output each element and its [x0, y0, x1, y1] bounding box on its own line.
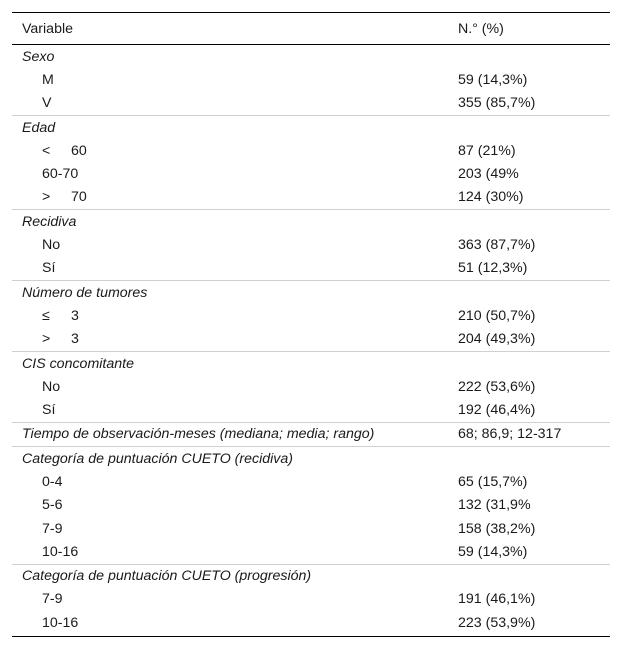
- count-cell: 204 (49,3%): [458, 331, 536, 348]
- count-cell: 59 (14,3%): [458, 543, 528, 560]
- category-label-cell: [12, 162, 448, 185]
- count-cell: 68; 86,9; 12-317: [448, 422, 610, 446]
- comparison-symbol: ≤: [42, 307, 50, 324]
- row-label: 7-9: [42, 520, 63, 537]
- group-label-cell: [12, 351, 448, 375]
- table-row: [12, 257, 610, 281]
- count-cell: [448, 210, 610, 234]
- category-label-cell: [12, 186, 448, 210]
- row-label: 7-9: [42, 591, 63, 608]
- table-row: [12, 328, 610, 352]
- comparison-symbol: >: [42, 331, 51, 348]
- table-group-row: [12, 351, 610, 375]
- row-label: 0-4: [42, 473, 63, 490]
- category-label-cell: [12, 494, 448, 517]
- category-label-cell: [12, 257, 448, 281]
- table-row: [12, 611, 610, 637]
- row-label: 10-16: [42, 614, 79, 631]
- row-label: 10-16: [42, 543, 79, 560]
- row-label: No: [42, 378, 61, 395]
- comparison-symbol: >: [42, 189, 51, 206]
- row-label: CIS concomitante: [22, 355, 134, 372]
- category-label-cell: [12, 398, 448, 422]
- count-cell: 158 (38,2%): [458, 520, 536, 537]
- category-label-cell: [12, 588, 448, 611]
- group-label-cell: [12, 280, 448, 304]
- count-cell: 65 (15,7%): [458, 473, 528, 490]
- group-label-cell: [12, 210, 448, 234]
- table-row: [12, 186, 610, 210]
- category-label-cell: [12, 470, 448, 493]
- count-cell: [448, 564, 610, 588]
- row-label: Categoría de puntuación CUETO (recidiva): [22, 450, 294, 467]
- table-group-row: [12, 45, 610, 69]
- category-label-cell: [12, 328, 448, 352]
- row-label: Tiempo de observación-meses (mediana; media; rango): [22, 426, 375, 443]
- count-cell: [448, 351, 610, 375]
- table-row: [12, 494, 610, 517]
- table-group-row: [12, 210, 610, 234]
- category-label-cell: [12, 375, 448, 398]
- row-label: Sí: [42, 402, 56, 419]
- group-label-cell: [12, 115, 448, 139]
- count-cell: [448, 280, 610, 304]
- category-label-cell: [12, 304, 448, 327]
- table-row: [12, 233, 610, 256]
- group-label-cell: [12, 564, 448, 588]
- table-row: [12, 540, 610, 564]
- count-cell: 355 (85,7%): [458, 95, 536, 112]
- count-cell: [448, 115, 610, 139]
- count-cell: 192 (46,4%): [458, 402, 536, 419]
- table-row: [12, 470, 610, 493]
- row-label: No: [42, 237, 61, 254]
- count-cell: [448, 45, 610, 69]
- row-label: Recidiva: [22, 213, 77, 230]
- table-group-row: [12, 115, 610, 139]
- category-label-cell: [12, 92, 448, 116]
- count-cell: 124 (30%): [458, 189, 524, 206]
- row-label: Sexo: [22, 48, 55, 65]
- row-label: M: [42, 71, 54, 88]
- count-cell: 59 (14,3%): [458, 71, 528, 88]
- row-label: 3: [71, 307, 79, 324]
- row-label: 60-70: [42, 166, 79, 183]
- table-header-row: [12, 13, 610, 45]
- characteristics-table: [12, 12, 610, 637]
- category-label-cell: [12, 233, 448, 256]
- row-label: Categoría de puntuación CUETO (progresión): [22, 568, 312, 585]
- group-label-cell: [12, 422, 448, 446]
- count-cell: 363 (87,7%): [458, 237, 536, 254]
- row-label: 70: [71, 189, 87, 206]
- row-label: 3: [71, 331, 79, 348]
- row-label: V: [42, 95, 52, 112]
- header-count: N.° (%): [448, 13, 610, 45]
- table-body: [12, 45, 610, 637]
- table-row: [12, 162, 610, 185]
- table-row: [12, 304, 610, 327]
- row-label: Sí: [42, 260, 56, 277]
- count-cell: 191 (46,1%): [458, 591, 536, 608]
- count-cell: 51 (12,3%): [458, 260, 528, 277]
- count-cell: 132 (31,9%: [458, 497, 531, 514]
- table-group-row: [12, 280, 610, 304]
- characteristics-table-container: [12, 12, 610, 637]
- category-label-cell: [12, 139, 448, 162]
- category-label-cell: [12, 611, 448, 637]
- count-cell: 203 (49%: [458, 166, 519, 183]
- table-group-row: [12, 447, 610, 471]
- row-label: Número de tumores: [22, 284, 148, 301]
- comparison-symbol: <: [42, 142, 51, 159]
- count-cell: 87 (21%): [458, 142, 516, 159]
- table-row: [12, 517, 610, 540]
- table-group-row: [12, 564, 610, 588]
- count-cell: 210 (50,7%): [458, 307, 536, 324]
- group-label-cell: [12, 447, 448, 471]
- table-row: [12, 398, 610, 422]
- table-row: [12, 375, 610, 398]
- table-group-row: [12, 422, 610, 446]
- row-label: 60: [71, 142, 87, 159]
- row-label: 5-6: [42, 497, 63, 514]
- row-label: Edad: [22, 119, 56, 136]
- header-variable: Variable: [12, 13, 448, 45]
- category-label-cell: [12, 68, 448, 91]
- table-row: [12, 92, 610, 116]
- category-label-cell: [12, 540, 448, 564]
- group-label-cell: [12, 45, 448, 69]
- count-cell: 223 (53,9%): [448, 611, 610, 637]
- table-row: [12, 68, 610, 91]
- count-cell: [448, 447, 610, 471]
- count-cell: 222 (53,6%): [458, 378, 536, 395]
- category-label-cell: [12, 517, 448, 540]
- table-row: [12, 139, 610, 162]
- table-row: [12, 588, 610, 611]
